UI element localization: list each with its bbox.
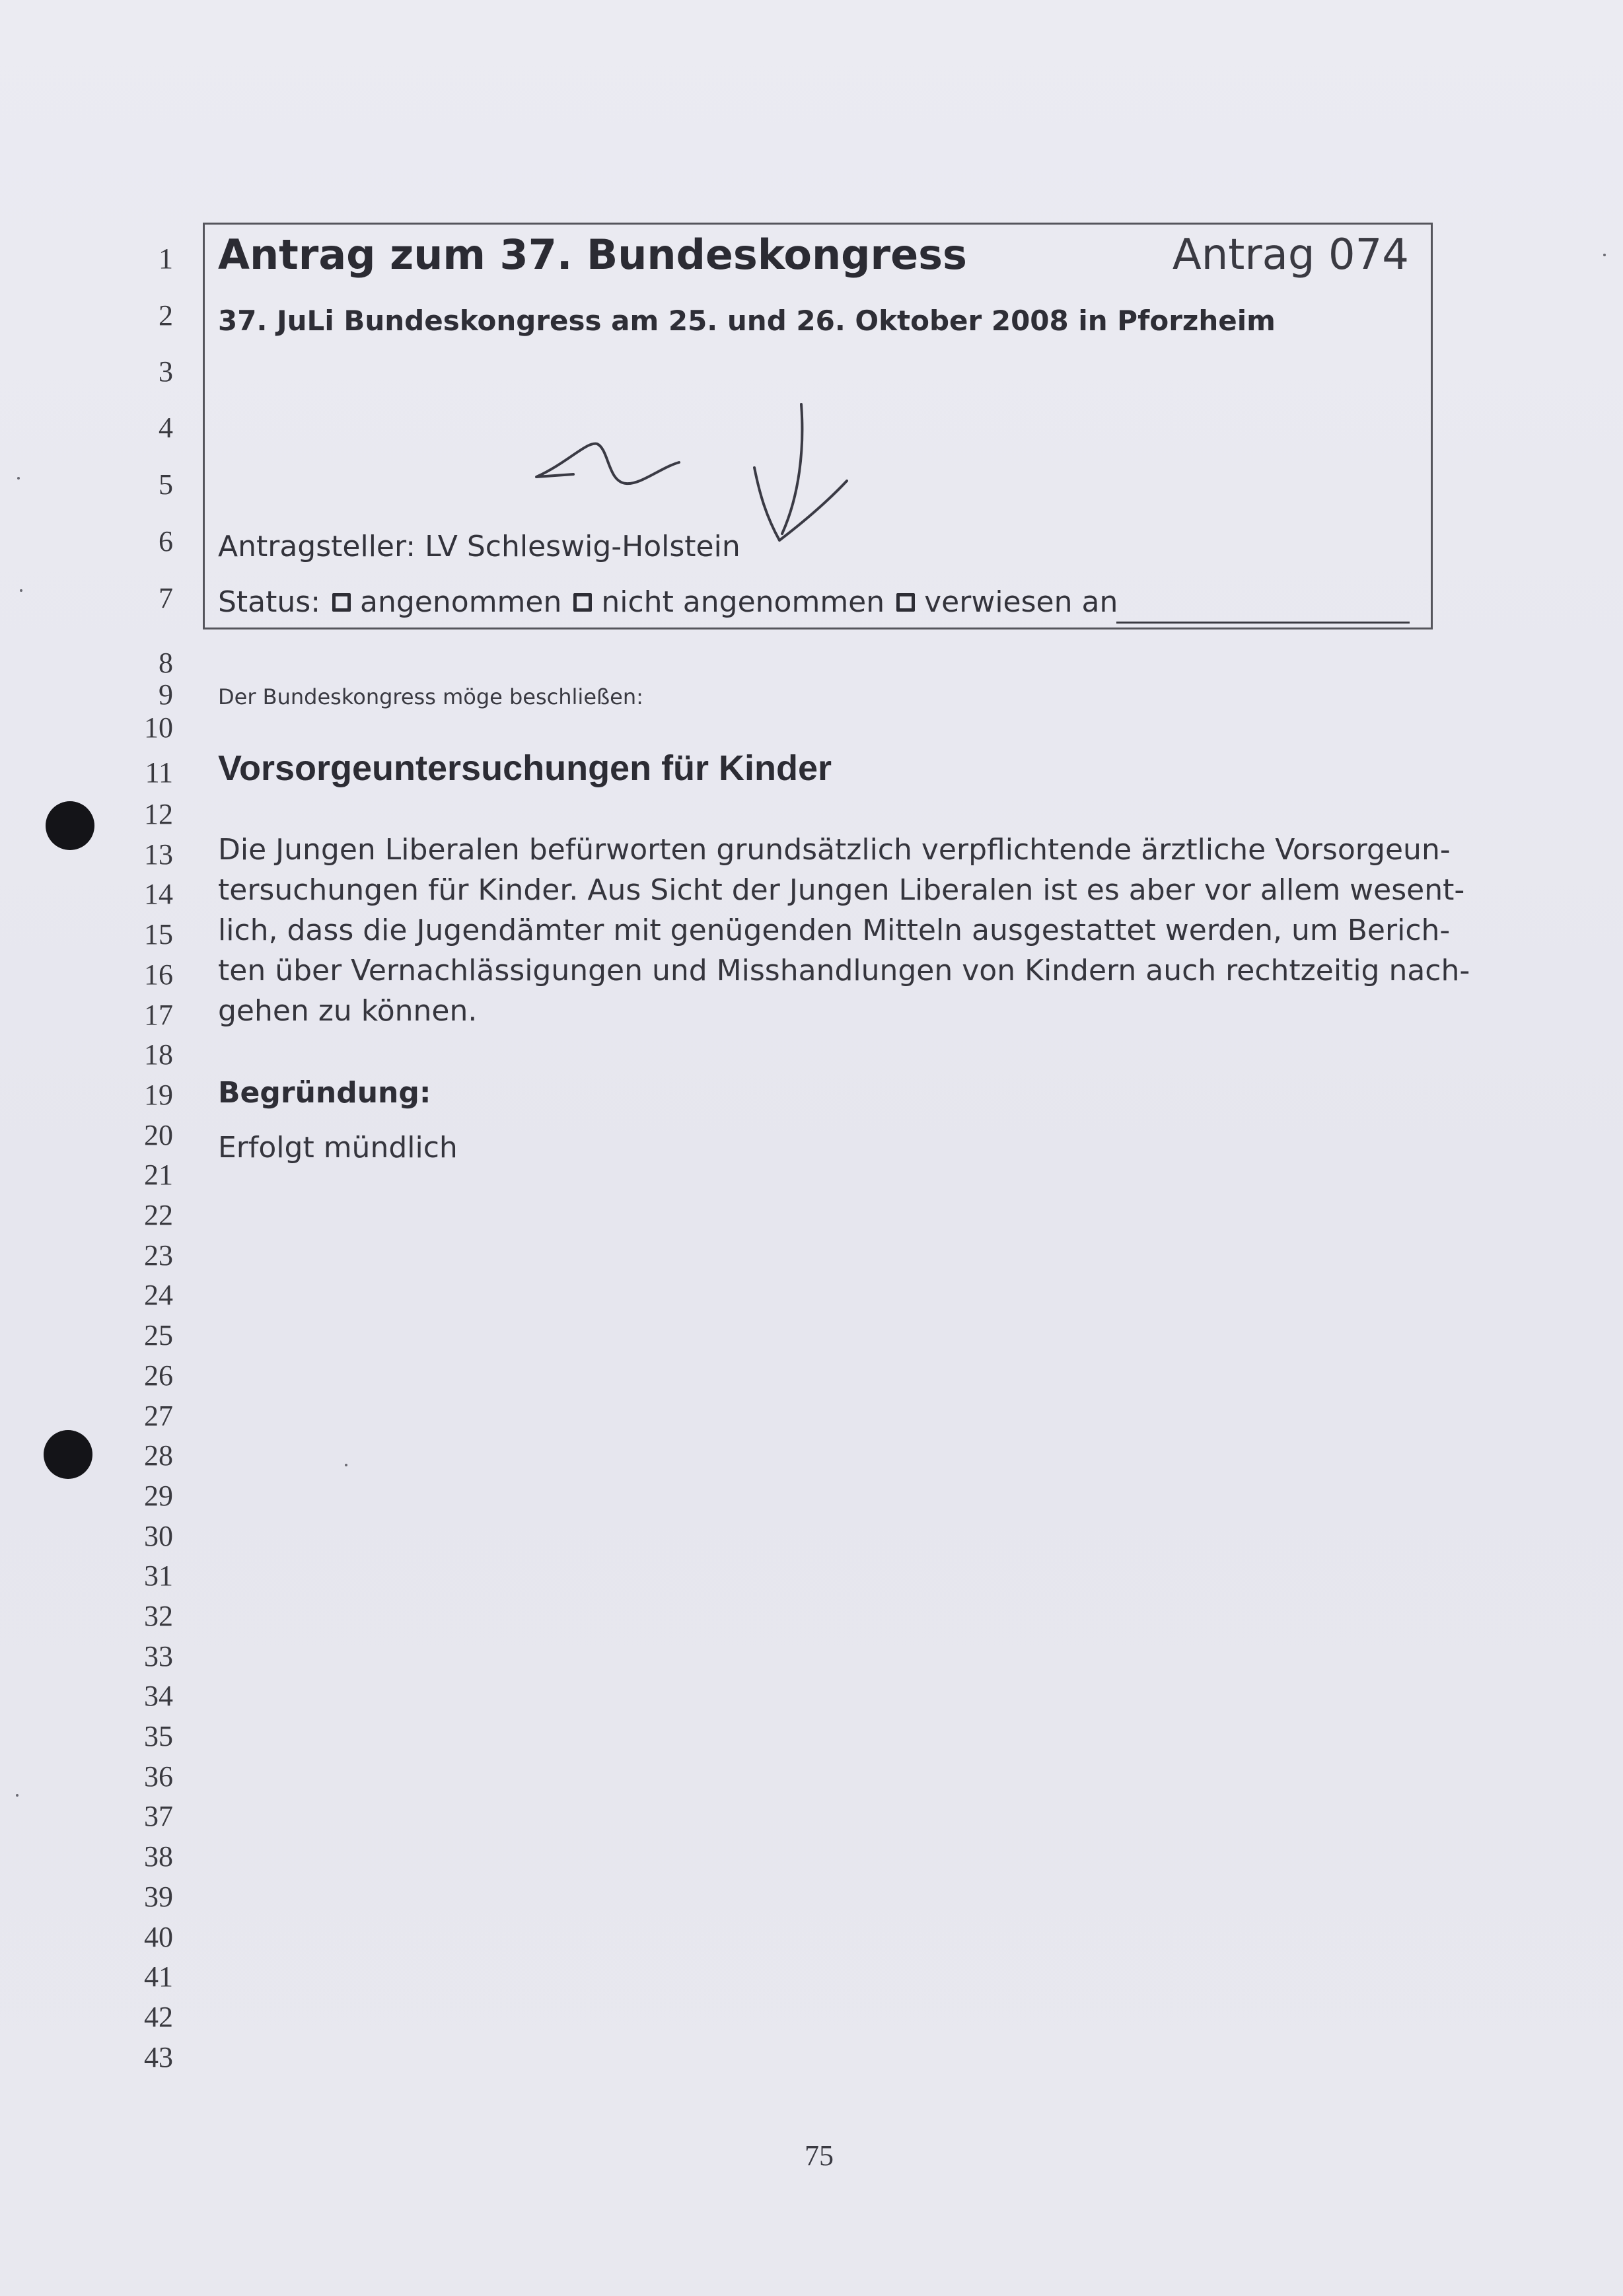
- status-option-not-accepted: nicht angenommen: [601, 585, 885, 619]
- line-number: 41: [144, 1960, 173, 1993]
- line-number: 7: [159, 582, 173, 614]
- referral-blank-line: [1116, 622, 1410, 624]
- body-line: tersuchungen für Kinder. Aus Sicht der Jungen Liberalen ist es aber vor allem wesent-: [218, 873, 1465, 907]
- paper-speck: [345, 1464, 347, 1466]
- line-number: 11: [145, 756, 173, 789]
- line-number: 37: [144, 1800, 173, 1832]
- checkbox-referred[interactable]: [896, 593, 915, 612]
- applicant-line: Antragsteller: LV Schleswig-Holstein: [218, 530, 740, 563]
- reason-text: Erfolgt mündlich: [218, 1131, 458, 1165]
- line-number: 27: [144, 1400, 173, 1432]
- line-number: 34: [144, 1680, 173, 1712]
- motion-number: Antrag 074: [1172, 231, 1409, 279]
- punch-hole-bottom: [44, 1430, 92, 1479]
- page-title: Antrag zum 37. Bundeskongress: [218, 231, 967, 279]
- line-number: 8: [159, 647, 173, 679]
- motion-header-box: [203, 223, 1433, 629]
- line-number: 25: [144, 1319, 173, 1351]
- line-number-column: [0, 0, 198, 2296]
- line-number: 9: [159, 678, 173, 711]
- paper-speck: [20, 589, 22, 592]
- congress-subtitle: 37. JuLi Bundeskongress am 25. und 26. Oktober 2008 in Pforzheim: [218, 305, 1276, 337]
- line-number: 30: [144, 1520, 173, 1552]
- line-number: 20: [144, 1119, 173, 1151]
- line-number: 17: [144, 999, 173, 1031]
- page-number: 75: [805, 2139, 834, 2172]
- line-number: 29: [144, 1480, 173, 1512]
- line-number: 1: [159, 242, 173, 275]
- line-number: 4: [159, 412, 173, 444]
- line-number: 33: [144, 1640, 173, 1672]
- line-number: 13: [144, 838, 173, 871]
- body-line: Die Jungen Liberalen befürworten grundsätzlich verpflichtende ärztliche Vorsorgeun-: [218, 833, 1451, 867]
- line-number: 39: [144, 1881, 173, 1913]
- line-number: 12: [144, 798, 173, 830]
- line-number: 16: [144, 958, 173, 991]
- body-line: lich, dass die Jugendämter mit genügenden Mitteln ausgestattet werden, um Berich-: [218, 914, 1451, 947]
- status-row: [218, 583, 1118, 622]
- line-number: 40: [144, 1921, 173, 1953]
- line-number: 19: [144, 1079, 173, 1111]
- line-number: 21: [144, 1159, 173, 1191]
- line-number: 6: [159, 525, 173, 557]
- line-number: 3: [159, 355, 173, 388]
- line-number: 14: [144, 878, 173, 910]
- checkbox-accepted[interactable]: [332, 593, 351, 612]
- line-number: 38: [144, 1840, 173, 1873]
- status-label: Status:: [218, 585, 321, 619]
- line-number: 15: [144, 918, 173, 951]
- line-number: 35: [144, 1720, 173, 1752]
- line-number: 28: [144, 1439, 173, 1472]
- line-number: 23: [144, 1239, 173, 1272]
- paper-speck: [1603, 254, 1606, 256]
- line-number: 10: [144, 711, 173, 744]
- line-number: 22: [144, 1199, 173, 1231]
- punch-hole-top: [46, 801, 94, 850]
- body-line: gehen zu können.: [218, 994, 478, 1028]
- line-number: 5: [159, 468, 173, 501]
- line-number: 18: [144, 1038, 173, 1071]
- line-number: 24: [144, 1279, 173, 1311]
- status-option-referred: verwiesen an: [924, 585, 1118, 619]
- resolution-intro: Der Bundeskongress möge beschließen:: [218, 684, 643, 709]
- line-number: 42: [144, 2001, 173, 2033]
- body-line: ten über Vernachlässigungen und Misshandlungen von Kindern auch rechtzeitig nach-: [218, 954, 1470, 987]
- line-number: 2: [159, 299, 173, 332]
- checkbox-not-accepted[interactable]: [573, 593, 592, 612]
- paper-speck: [17, 477, 20, 480]
- line-number: 43: [144, 2041, 173, 2073]
- line-number: 31: [144, 1560, 173, 1592]
- reason-heading: Begründung:: [218, 1076, 431, 1110]
- motion-body: [218, 830, 1470, 1031]
- status-option-accepted: angenommen: [360, 585, 562, 619]
- paper-speck: [16, 1794, 18, 1797]
- line-number: 36: [144, 1760, 173, 1793]
- line-number: 26: [144, 1359, 173, 1392]
- motion-title: Vorsorgeuntersuchungen für Kinder: [218, 748, 832, 788]
- line-number: 32: [144, 1600, 173, 1632]
